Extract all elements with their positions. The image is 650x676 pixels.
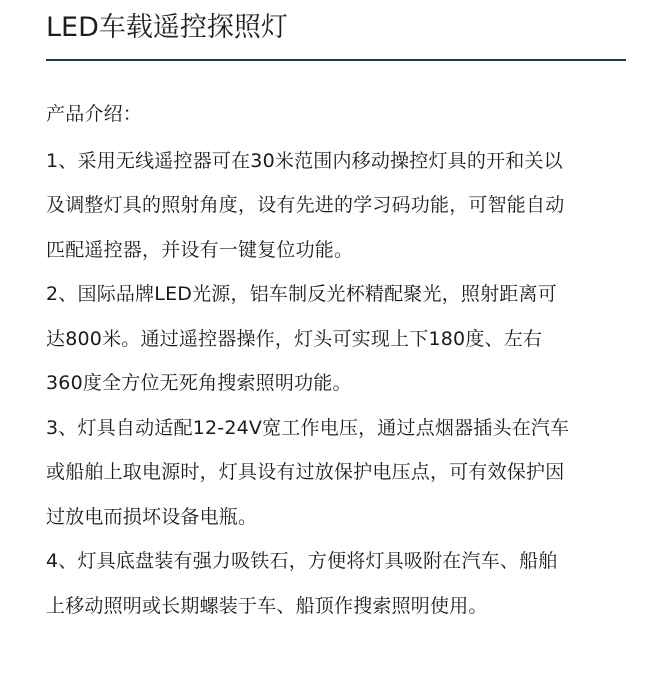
text-line: 或船舶上取电源时，灯具设有过放保护电压点，可有效保护因 (46, 461, 565, 483)
text-line: 上移动照明或长期螺装于车、船顶作搜索照明使用。 (46, 594, 488, 617)
text-line: 1、采用无线遥控器可在30米范围内移动操控灯具的开和关以 (46, 149, 563, 172)
text-line: 2、国际品牌LED光源，铝车制反光杯精配聚光，照射距离可 (46, 283, 557, 305)
text-line: 360度全方位无死角搜索照明功能。 (46, 372, 352, 394)
text-line: 达800米。通过遥控器操作，灯头可实现上下180度、左右 (46, 327, 543, 350)
text-line: 3、灯具自动适配12-24V宽工作电压，通过点烟器插头在汽车 (46, 416, 570, 439)
text-line: 匹配遥控器，并设有一键复位功能。 (46, 238, 354, 261)
title-divider (46, 59, 626, 61)
document-body (46, 92, 631, 628)
intro-label: 产品介绍： (46, 103, 143, 125)
text-line: 及调整灯具的照射角度，设有先进的学习码功能，可智能自动 (46, 194, 565, 216)
text-line: 4、灯具底盘装有强力吸铁石，方便将灯具吸附在汽车、船舶 (46, 550, 558, 572)
text-line: 过放电而损坏设备电瓶。 (46, 505, 258, 528)
page-title: LED车载遥控探照灯 (46, 12, 288, 43)
